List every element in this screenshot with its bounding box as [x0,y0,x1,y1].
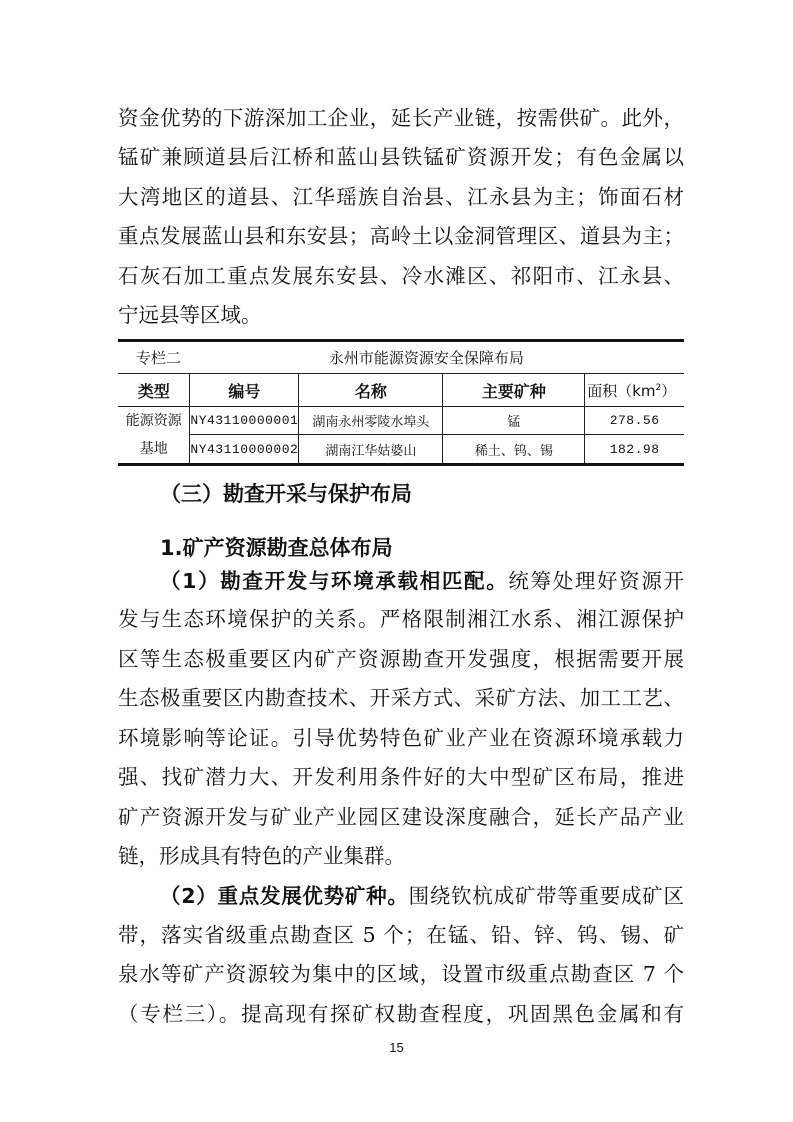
header-code: 编号 [190,374,299,407]
table-row [118,407,684,435]
resource-layout-table [118,339,684,466]
item2-first-rest: 围绕钦杭成矿带等重要成矿区 [408,884,685,908]
text-line: 链，形成具有特色的产业集群。 [118,844,405,868]
header-area [585,374,684,407]
text-line: 环境影响等论证。引导优势特色矿业产业在资源环境承载力 [118,726,684,750]
header-area-close: ） [661,381,677,400]
text-line: 区等生态极重要区内矿产资源勘查开发强度，根据需要开展 [118,647,684,671]
name-cell: 湖南永州零陵水埠头 [299,407,443,435]
code-cell: NY43110000002 [190,435,299,465]
text-line: 资金优势的下游深加工企业，延长产业链，按需供矿。此外， [118,106,684,130]
area-cell: 182.98 [585,435,684,465]
text-line: 石灰石加工重点发展东安县、冷水滩区、祁阳市、江永县、 [118,264,684,288]
text-line: （专栏三）。提高现有探矿权勘查程度，巩固黑色金属和有 [118,1002,684,1026]
text-line: 带，落实省级重点勘查区 5 个；在锰、铅、锌、钨、锡、矿 [118,923,684,947]
header-mineral: 主要矿种 [443,374,585,407]
table-header-row [118,374,684,407]
area-cell: 278.56 [585,407,684,435]
text-line: 强、找矿潜力大、开发利用条件好的大中型矿区布局，推进 [118,765,684,789]
text-line: 大湾地区的道县、江华瑶族自治县、江永县为主；饰面石材 [118,185,684,209]
type-cell [118,407,190,465]
text-line: 重点发展蓝山县和东安县；高岭土以金洞管理区、道县为主； [118,224,684,248]
text-line: 生态极重要区内勘查技术、开采方式、采矿方法、加工工艺、 [118,686,684,710]
mineral-cell: 锰 [443,407,585,435]
section-heading: （三）勘查开采与保护布局 [160,482,412,506]
text-line: 泉水等矿产资源较为集中的区域，设置市级重点勘查区 7 个 [118,962,684,986]
header-area-sup: 2 [655,382,662,393]
item1-first-line [160,567,684,595]
text-line: 发与生态环境保护的关系。严格限制湘江水系、湘江源保护 [118,607,684,631]
header-area-label: 面积（km [587,381,656,400]
name-cell: 湖南江华姑婆山 [299,435,443,465]
table-title: 永州市能源资源安全保障布局 [299,341,684,374]
item2-first-line [160,882,684,910]
text-line: 宁远县等区域。 [118,303,262,327]
text-line: 矿产资源开发与矿业产业园区建设深度融合，延长产品产业 [118,805,684,829]
header-name: 名称 [299,374,443,407]
header-type: 类型 [118,374,190,407]
item2-lead: （2）重点发展优势矿种。 [160,884,409,908]
code-cell: NY43110000001 [190,407,299,435]
mineral-cell: 稀土、钨、锡 [443,435,585,465]
table-caption-row [118,341,684,374]
item1-first-rest: 统筹处理好资源开 [508,569,685,593]
page-number: 15 [389,1040,404,1055]
subsection-heading: 1.矿产资源勘查总体布局 [160,536,393,560]
item1-lead: （1）勘查开发与环境承载相匹配。 [160,569,509,593]
column-label: 专栏二 [118,341,299,374]
table-row [118,435,684,465]
text-line: 锰矿兼顾道县后江桥和蓝山县铁锰矿资源开发；有色金属以 [118,145,684,169]
type-cell-text: 能源资源基地 [125,413,182,457]
